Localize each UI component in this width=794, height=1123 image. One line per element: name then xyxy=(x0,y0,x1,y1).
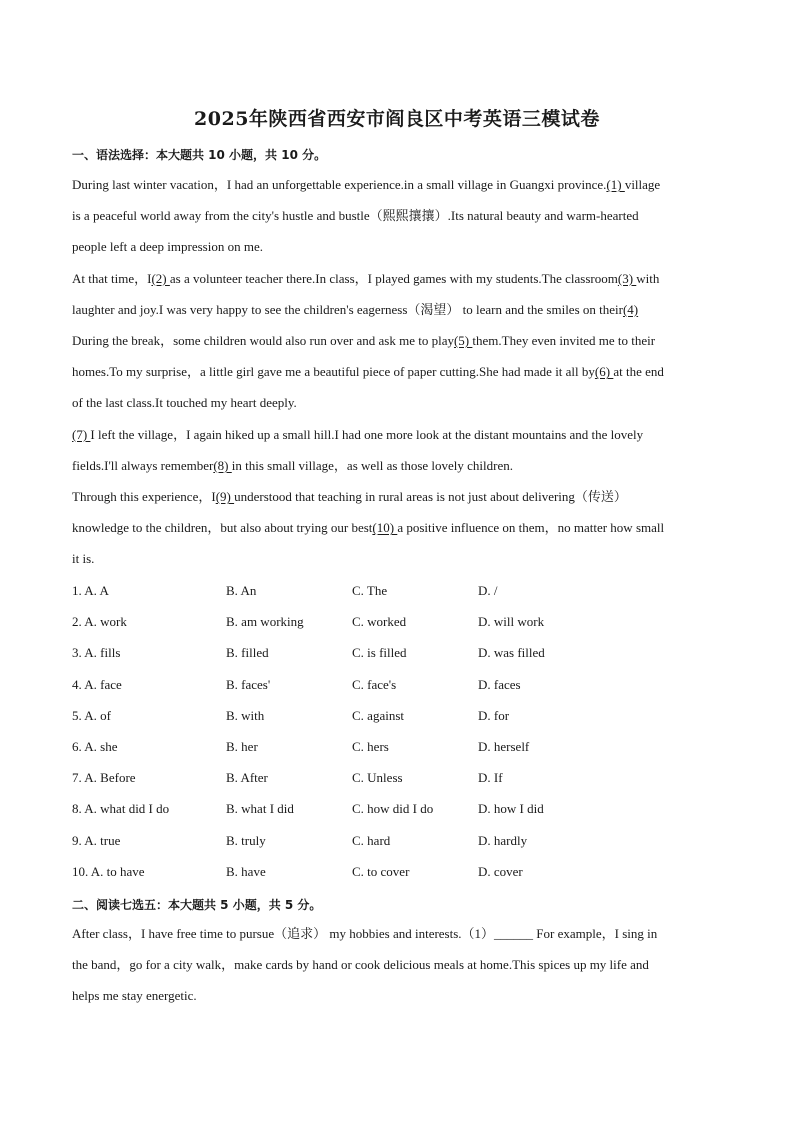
option-c: C. hard xyxy=(352,832,391,848)
option-d: D. faces xyxy=(478,676,521,692)
option-b: B. After xyxy=(226,770,268,786)
blank-marker: (4) xyxy=(622,301,639,317)
option-d: D. If xyxy=(478,770,503,786)
passage-text: I left the village，I again hiked up a small hill.I had one more look at the distant mountains and the lovely xyxy=(90,426,644,442)
page-title: 2025年陕西省西安市阎良区中考英语三模试卷 xyxy=(194,108,600,130)
passage-text: as a volunteer teacher there.In class，I played games with my students.The classroom xyxy=(169,270,618,286)
passage-text: a positive influence on them，no matter how small xyxy=(397,520,665,536)
option-a: 2. A. work xyxy=(72,614,127,630)
passage-text: laughter and joy.I was very happy to see the children's eagerness（渴望） to learn and the smiles on their xyxy=(72,301,623,317)
option-a: 7. A. Before xyxy=(72,770,136,786)
passage-line xyxy=(72,550,722,568)
option-a: 1. A. A xyxy=(72,583,109,598)
option-a: 6. A. she xyxy=(72,739,118,754)
option-d: D. / xyxy=(478,583,498,598)
option-d: D. for xyxy=(478,707,510,723)
option-b: B. faces' xyxy=(226,676,271,692)
passage-line: helps me stay energetic. xyxy=(72,988,197,1004)
option-c: C. how did I do xyxy=(352,801,434,817)
passage-text: At that time，I xyxy=(72,270,152,286)
passage-text: is a peaceful world away from the city's hustle and bustle（熙熙攘攘）.Its natural beauty and warm-hearted xyxy=(72,208,639,224)
option-b: B. An xyxy=(226,583,257,598)
passage-line xyxy=(72,176,722,194)
passage-line xyxy=(72,488,722,506)
passage-text: During last winter vacation，I had an unforgettable experience.in a small village in Guangxi province. xyxy=(72,177,607,192)
blank-marker: (10) xyxy=(372,520,398,536)
blank-marker: (8) xyxy=(213,457,232,473)
option-b: B. am working xyxy=(226,614,304,630)
passage-line: After class，I have free time to pursue（追求） my hobbies and interests.（1）______ For example，I sing in xyxy=(72,926,658,941)
passage-line xyxy=(72,301,722,319)
option-a: 3. A. fills xyxy=(72,645,121,661)
passage-line xyxy=(72,238,722,256)
section-2-heading: 二、阅读七选五：本大题共 5 小题，共 5 分。 xyxy=(72,898,322,912)
option-c: C. The xyxy=(352,583,388,598)
passage-line xyxy=(72,457,722,475)
blank-marker: (1) xyxy=(606,177,625,192)
passage-text: fields.I'll always remember xyxy=(72,457,214,473)
passage-text: them.They even invited me to their xyxy=(472,333,656,348)
option-b: B. with xyxy=(226,707,265,723)
passage-text: it is. xyxy=(72,551,95,567)
passage-line xyxy=(72,394,722,412)
option-a: 9. A. true xyxy=(72,832,121,848)
blank-marker: (7) xyxy=(72,426,91,442)
option-b: B. her xyxy=(226,739,258,754)
option-d: D. herself xyxy=(478,739,530,754)
option-d: D. was filled xyxy=(478,645,545,661)
passage-text: at the end xyxy=(613,364,664,380)
option-a: 4. A. face xyxy=(72,676,122,692)
passage-text: homes.To my surprise，a little girl gave me a beautiful piece of paper cutting.She had made it all by xyxy=(72,364,595,380)
option-a: 5. A. of xyxy=(72,707,111,723)
option-b: B. truly xyxy=(226,832,266,848)
passage-line xyxy=(72,270,722,288)
passage-line xyxy=(72,363,722,381)
blank-marker: (5) xyxy=(453,333,473,348)
option-c: C. is filled xyxy=(352,645,407,661)
blank-marker: (6) xyxy=(594,364,614,380)
passage-text: village xyxy=(624,177,661,192)
option-c: C. worked xyxy=(352,614,407,630)
option-d: D. how I did xyxy=(478,801,544,817)
passage-line xyxy=(72,332,722,350)
option-b: B. filled xyxy=(226,645,269,661)
passage-line: the band，go for a city walk，make cards by hand or cook delicious meals at home.This spices up my life and xyxy=(72,957,649,973)
passage-line xyxy=(72,519,722,537)
option-c: C. Unless xyxy=(352,770,403,786)
option-c: C. hers xyxy=(352,739,389,754)
option-d: D. cover xyxy=(478,863,523,879)
passage-text: with xyxy=(636,270,660,286)
option-c: C. to cover xyxy=(352,863,410,879)
option-c: C. against xyxy=(352,707,404,723)
option-d: D. will work xyxy=(478,614,545,630)
option-c: C. face's xyxy=(352,676,397,692)
passage-text: in this small village，as well as those lovely children. xyxy=(231,457,514,473)
passage-text: knowledge to the children，but also about trying our best xyxy=(72,520,373,536)
passage-line xyxy=(72,426,722,444)
passage-text: understood that teaching in rural areas is not just about delivering（传送） xyxy=(234,489,627,504)
passage-text: During the break，some children would also run over and ask me to play xyxy=(72,333,454,348)
passage-text: of the last class.It touched my heart deeply. xyxy=(72,395,297,411)
blank-marker: (3) xyxy=(617,270,637,286)
section-1-heading: 一、语法选择：本大题共 10 小题，共 10 分。 xyxy=(72,148,327,162)
option-b: B. have xyxy=(226,863,266,879)
blank-marker: (9) xyxy=(215,489,235,504)
option-a: 10. A. to have xyxy=(72,863,145,879)
passage-text: Through this experience，I xyxy=(72,489,216,504)
option-a: 8. A. what did I do xyxy=(72,801,170,817)
passage-line xyxy=(72,207,722,225)
option-b: B. what I did xyxy=(226,801,294,817)
passage-text: people left a deep impression on me. xyxy=(72,239,263,255)
blank-marker: (2) xyxy=(151,270,170,286)
option-d: D. hardly xyxy=(478,832,528,848)
